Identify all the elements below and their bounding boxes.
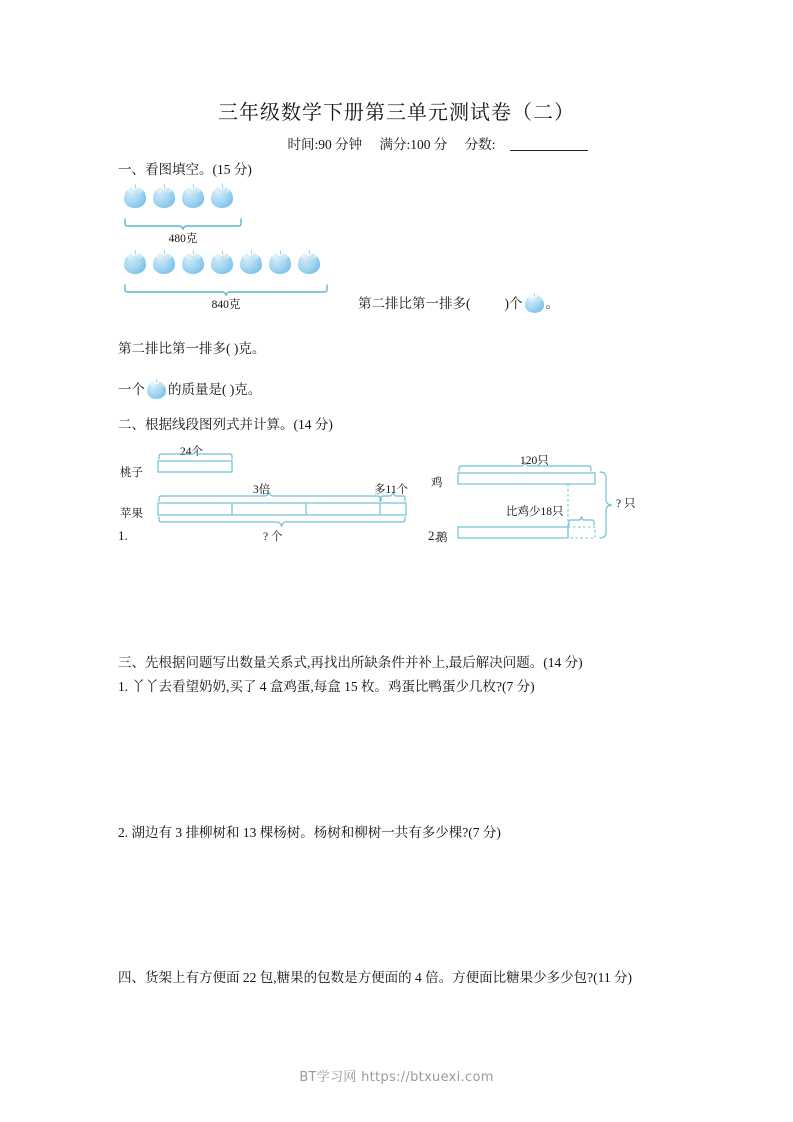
brace-icon bbox=[124, 284, 328, 296]
exam-score-field bbox=[465, 137, 602, 152]
exam-time: 时间:90 分钟 bbox=[287, 137, 363, 152]
question-2-1-number: 1. bbox=[118, 528, 128, 543]
section-2-heading: 二、根据线段图列式并计算。(14 分) bbox=[118, 417, 333, 432]
apple-row-first bbox=[124, 184, 240, 213]
page-title: 三年级数学下册第三单元测试卷（二） bbox=[218, 100, 575, 124]
apple-icon bbox=[240, 250, 262, 274]
q-mass-after: 的质量是( )克。 bbox=[168, 382, 262, 397]
apple-icon bbox=[211, 250, 233, 274]
apple-icon bbox=[147, 379, 166, 399]
multiple-label: 3倍 bbox=[253, 484, 271, 496]
exam-meta-row bbox=[0, 133, 793, 153]
apple-icon bbox=[525, 293, 544, 313]
q-apple-count-tail: 。 bbox=[545, 296, 559, 311]
goose-label: 鹅 bbox=[436, 530, 448, 544]
score-label: 分数: bbox=[464, 137, 496, 152]
apple-icon bbox=[153, 250, 175, 274]
score-blank-line[interactable] bbox=[510, 137, 588, 151]
peach-value-label: 24个 bbox=[180, 446, 203, 458]
apple-icon bbox=[153, 184, 175, 208]
question-single-apple-mass bbox=[118, 378, 261, 399]
first-row-weight-label: 480克 bbox=[168, 233, 198, 245]
chicken-goose-total-label: ? 只 bbox=[616, 498, 636, 510]
question-apple-difference-count bbox=[358, 292, 559, 313]
question-2-2-number: 2. bbox=[428, 528, 438, 543]
apple-icon bbox=[124, 250, 146, 274]
section-1-heading: 一、看图填空。(15 分) bbox=[118, 162, 252, 177]
peach-label: 桃子 bbox=[120, 465, 143, 479]
section-4-heading: 四、货架上有方便面 22 包,糖果的包数是方便面的 4 倍。方便面比糖果少多少包?(11 分) bbox=[118, 970, 632, 985]
q-mass-before: 一个 bbox=[118, 382, 145, 397]
section-3-question-2: 2. 湖边有 3 排柳树和 13 棵杨树。杨树和柳树一共有多少棵?(7 分) bbox=[118, 825, 501, 840]
chicken-label: 鸡 bbox=[431, 475, 443, 489]
apple-icon bbox=[269, 250, 291, 274]
exam-total-score: 满分:100 分 bbox=[379, 137, 448, 152]
section-3-heading: 三、先根据问题写出数量关系式,再找出所缺条件并补上,最后解决问题。(14 分) bbox=[118, 655, 583, 670]
apple-label: 苹果 bbox=[120, 506, 143, 520]
apple-total-label: ? 个 bbox=[263, 531, 283, 543]
brace-icon bbox=[124, 218, 242, 230]
question-gram-difference: 第二排比第一排多( )克。 bbox=[118, 341, 266, 356]
apple-row-second bbox=[124, 250, 327, 279]
footer-watermark: BT学习网 https://btxuexi.com bbox=[299, 1070, 494, 1085]
apple-icon bbox=[124, 184, 146, 208]
segment-diagram-peach-apple bbox=[118, 440, 418, 550]
q-apple-count-after: )个 bbox=[504, 296, 523, 311]
chicken-value-label: 120只 bbox=[520, 455, 549, 467]
apple-icon bbox=[211, 184, 233, 208]
segment-diagram-chicken-goose bbox=[428, 448, 668, 548]
goose-difference-label: 比鸡少18只 bbox=[506, 506, 564, 518]
second-row-weight-label: 840克 bbox=[211, 299, 241, 311]
apple-icon bbox=[298, 250, 320, 274]
brace-second-row bbox=[124, 283, 328, 309]
q-apple-count-before: 第二排比第一排多( bbox=[358, 296, 471, 311]
apple-icon bbox=[182, 184, 204, 208]
brace-first-row bbox=[124, 217, 242, 243]
section-3-question-1: 1. 丫丫去看望奶奶,买了 4 盒鸡蛋,每盒 15 枚。鸡蛋比鸭蛋少几枚?(7 分) bbox=[118, 679, 535, 694]
apple-icon bbox=[182, 250, 204, 274]
extra-amount-label: 多11个 bbox=[374, 484, 409, 496]
